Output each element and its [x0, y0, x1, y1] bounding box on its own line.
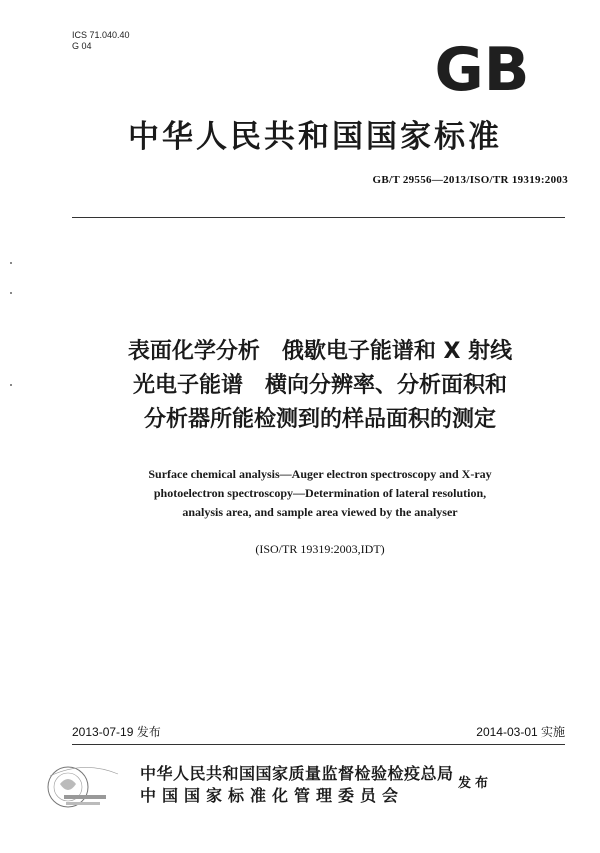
- standard-category-title: 中华人民共和国国家标准: [128, 119, 502, 155]
- scan-mark: [10, 292, 12, 294]
- en-title-line: Surface chemical analysis—Auger electron spectroscopy and X-ray: [148, 467, 492, 481]
- standard-number: GB/T 29556—2013/ISO/TR 19319:2003: [372, 174, 568, 186]
- ccs-code: G 04: [72, 41, 92, 51]
- en-title-line: photoelectron spectroscopy—Determination of lateral resolution,: [153, 486, 487, 500]
- ics-code: ICS 71.040.40: [72, 30, 130, 40]
- en-title-line: analysis area, and sample area viewed by the analyser: [182, 505, 458, 519]
- issuer-line: 中国国家标准化管理委员会: [140, 786, 405, 805]
- top-divider: [72, 217, 565, 218]
- gb-logo-text: GB: [434, 38, 530, 98]
- implementation-date: 2014-03-01 实施: [476, 725, 565, 739]
- scan-mark: [10, 384, 12, 386]
- bottom-divider: [72, 744, 565, 745]
- publish-label: 发布: [458, 776, 493, 791]
- anti-counterfeit-seal-icon: [44, 762, 124, 812]
- issue-date: 2013-07-19 发布: [72, 725, 161, 739]
- issuer-line: 中华人民共和国国家质量监督检验检疫总局: [140, 764, 454, 783]
- equivalence-note: (ISO/TR 19319:2003,IDT): [255, 542, 385, 556]
- cn-title-line: 表面化学分析 俄歇电子能谱和 X 射线: [127, 339, 513, 364]
- cn-title-line: 分析器所能检测到的样品面积的测定: [143, 407, 496, 432]
- classification-codes: [72, 30, 130, 52]
- gb-logo: [426, 38, 538, 98]
- cn-title-line: 光电子能谱 横向分辨率、分析面积和: [132, 373, 507, 398]
- scan-mark: [10, 262, 12, 264]
